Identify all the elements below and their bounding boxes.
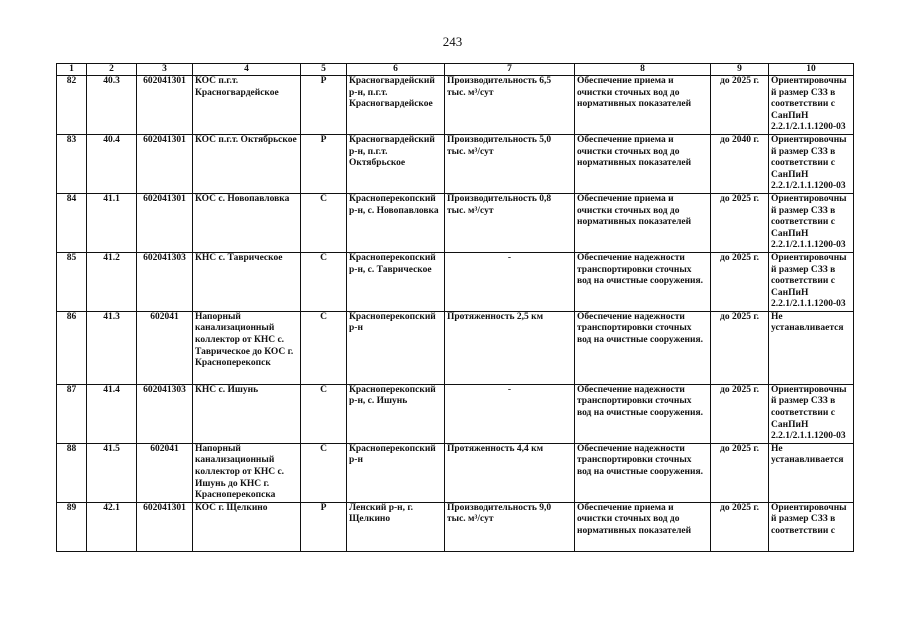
object-code: 41.2 — [87, 252, 137, 311]
row-number: 88 — [57, 443, 87, 502]
object-capacity: Производительность 9,0 тыс. м³/сут — [445, 502, 575, 551]
row-number: 87 — [57, 384, 87, 443]
column-number: 8 — [575, 64, 711, 76]
page-number: 243 — [442, 34, 463, 49]
object-capacity: - — [445, 252, 575, 311]
object-name: КОС с. Новопавловка — [193, 193, 301, 252]
object-purpose: Обеспечение надежности транспортировки сточных вод на очистные сооружения. — [575, 443, 711, 502]
object-purpose: Обеспечение приема и очистки сточных вод до нормативных показателей — [575, 193, 711, 252]
object-term: до 2040 г. — [711, 134, 769, 193]
object-name: КНС с. Таврическое — [193, 252, 301, 311]
column-number: 10 — [769, 64, 854, 76]
object-term: до 2025 г. — [711, 502, 769, 551]
object-name: КНС с. Ишунь — [193, 384, 301, 443]
object-capacity: Производительность 5,0 тыс. м³/сут — [445, 134, 575, 193]
object-status: С — [301, 384, 347, 443]
object-code: 41.5 — [87, 443, 137, 502]
object-status: С — [301, 443, 347, 502]
object-capacity: Производительность 0,8 тыс. м³/сут — [445, 193, 575, 252]
object-zone: Ориентировочный размер СЗЗ в соответствии с — [769, 502, 854, 551]
object-location: Красногвардейский р-н, п.г.т. Октябрьское — [347, 134, 445, 193]
object-status: С — [301, 252, 347, 311]
oktmo-code: 602041301 — [137, 502, 193, 551]
object-term: до 2025 г. — [711, 311, 769, 384]
column-number-row — [57, 64, 854, 76]
oktmo-code: 602041301 — [137, 76, 193, 135]
object-code: 41.1 — [87, 193, 137, 252]
column-number: 1 — [57, 64, 87, 76]
oktmo-code: 602041303 — [137, 384, 193, 443]
table-row — [57, 443, 854, 502]
row-number: 83 — [57, 134, 87, 193]
object-zone: Не устанавливается — [769, 311, 854, 384]
object-purpose: Обеспечение приема и очистки сточных вод до нормативных показателей — [575, 502, 711, 551]
oktmo-code: 602041301 — [137, 193, 193, 252]
object-location: Красногвардейский р-н, п.г.т. Красногвардейское — [347, 76, 445, 135]
object-name: Напорный канализационный коллектор от КНС с. Таврическое до КОС г. Красноперекопск — [193, 311, 301, 384]
object-code: 40.4 — [87, 134, 137, 193]
object-term: до 2025 г. — [711, 193, 769, 252]
object-zone: Ориентировочный размер СЗЗ в соответствии с СанПиН 2.2.1/2.1.1.1200-03 — [769, 76, 854, 135]
object-status: С — [301, 311, 347, 384]
object-zone: Ориентировочный размер СЗЗ в соответствии с СанПиН 2.2.1/2.1.1.1200-03 — [769, 134, 854, 193]
oktmo-code: 602041 — [137, 443, 193, 502]
object-capacity: Протяженность 2,5 км — [445, 311, 575, 384]
object-purpose: Обеспечение надежности транспортировки сточных вод на очистные сооружения. — [575, 384, 711, 443]
object-location: Красноперекопский р-н, с. Новопавловка — [347, 193, 445, 252]
object-purpose: Обеспечение приема и очистки сточных вод до нормативных показателей — [575, 76, 711, 135]
table-row — [57, 252, 854, 311]
object-code: 41.4 — [87, 384, 137, 443]
row-number: 82 — [57, 76, 87, 135]
column-number: 3 — [137, 64, 193, 76]
row-number: 89 — [57, 502, 87, 551]
table-row — [57, 311, 854, 384]
object-status: Р — [301, 76, 347, 135]
object-term: до 2025 г. — [711, 76, 769, 135]
object-code: 41.3 — [87, 311, 137, 384]
column-number: 9 — [711, 64, 769, 76]
column-number: 6 — [347, 64, 445, 76]
object-name: КОС п.г.т. Октябрьское — [193, 134, 301, 193]
object-status: Р — [301, 134, 347, 193]
row-number: 85 — [57, 252, 87, 311]
object-purpose: Обеспечение надежности транспортировки сточных вод на очистные сооружения. — [575, 311, 711, 384]
object-capacity: - — [445, 384, 575, 443]
object-code: 42.1 — [87, 502, 137, 551]
object-zone: Ориентировочный размер СЗЗ в соответствии с СанПиН 2.2.1/2.1.1.1200-03 — [769, 252, 854, 311]
column-number: 7 — [445, 64, 575, 76]
object-location: Красноперекопский р-н, с. Ишунь — [347, 384, 445, 443]
object-name: КОС г. Щелкино — [193, 502, 301, 551]
object-code: 40.3 — [87, 76, 137, 135]
oktmo-code: 602041303 — [137, 252, 193, 311]
column-number: 5 — [301, 64, 347, 76]
object-zone: Ориентировочный размер СЗЗ в соответствии с СанПиН 2.2.1/2.1.1.1200-03 — [769, 384, 854, 443]
object-location: Ленский р-н, г. Щелкино — [347, 502, 445, 551]
column-number: 2 — [87, 64, 137, 76]
row-number: 86 — [57, 311, 87, 384]
object-capacity: Производительность 6,5 тыс. м³/сут — [445, 76, 575, 135]
oktmo-code: 602041301 — [137, 134, 193, 193]
object-location: Красноперекопский р-н — [347, 443, 445, 502]
table-row — [57, 502, 854, 551]
object-capacity: Протяженность 4,4 км — [445, 443, 575, 502]
object-status: С — [301, 193, 347, 252]
object-location: Красноперекопский р-н — [347, 311, 445, 384]
object-name: КОС п.г.т. Красногвардейское — [193, 76, 301, 135]
oktmo-code: 602041 — [137, 311, 193, 384]
object-purpose: Обеспечение приема и очистки сточных вод до нормативных показателей — [575, 134, 711, 193]
object-zone: Не устанавливается — [769, 443, 854, 502]
object-status: Р — [301, 502, 347, 551]
table-row — [57, 134, 854, 193]
table-row — [57, 384, 854, 443]
table-row — [57, 193, 854, 252]
row-number: 84 — [57, 193, 87, 252]
object-term: до 2025 г. — [711, 252, 769, 311]
object-term: до 2025 г. — [711, 384, 769, 443]
object-zone: Ориентировочный размер СЗЗ в соответствии с СанПиН 2.2.1/2.1.1.1200-03 — [769, 193, 854, 252]
table-row — [57, 76, 854, 135]
objects-table — [56, 63, 854, 552]
object-term: до 2025 г. — [711, 443, 769, 502]
object-purpose: Обеспечение надежности транспортировки сточных вод на очистные сооружения. — [575, 252, 711, 311]
column-number: 4 — [193, 64, 301, 76]
object-name: Напорный канализационный коллектор от КНС с. Ишунь до КНС г. Красноперекопска — [193, 443, 301, 502]
object-location: Красноперекопский р-н, с. Таврическое — [347, 252, 445, 311]
